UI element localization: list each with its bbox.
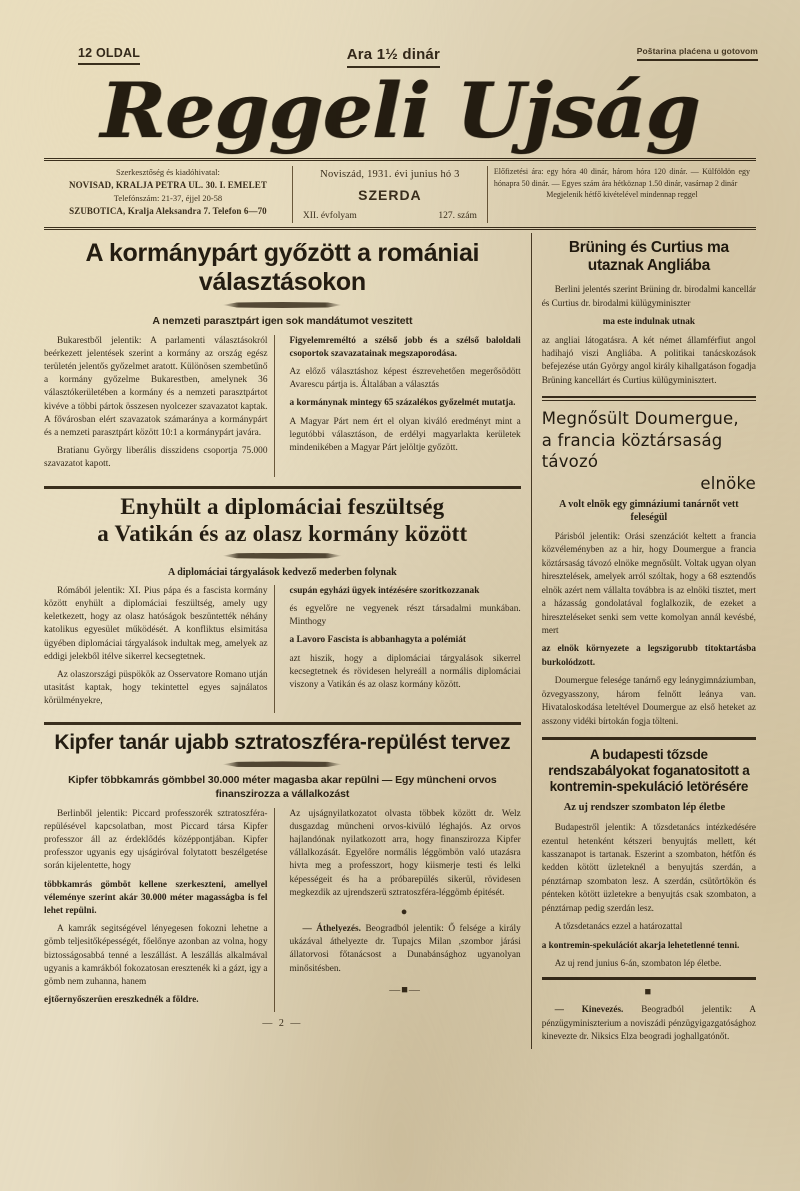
place-date: Noviszád, 1931. évi junius hó 3 — [320, 169, 460, 180]
section-divider — [542, 977, 756, 980]
article-headline[interactable]: A kormánypárt győzött a romániai választásokon — [85, 239, 480, 296]
paragraph: A Magyar Párt nem ért el olyan kiváló eredményt mint a legutóbbi választáson, de erdélyi magyarlakta kerületek mindenikében a Magyar Párt jelöltje győzött. — [289, 416, 521, 453]
paragraph: az angliai látogatásra. A két német államférfiut angol hadihajó viszi Angliába. A politikai tanácskozások befejezése után György angol király kihallgatáson fogadja Brüning kancellárt és Curtius külügyminisztert. — [541, 334, 756, 385]
brief-text: Beogradból jelentik: A pénzügyminiszterium a noviszádi pénzügyigazgatósághoz kinevezte dr. Niksics Elza beogradi joghallgatónőt. — [541, 1004, 756, 1042]
article-subheadline: A nemzeti parasztpárt igen sok mandátumot veszitett — [152, 315, 413, 327]
article-headline[interactable]: Brüning és Curtius ma utaznak Angliába — [568, 239, 729, 274]
paragraph-emphasis: az elnök környezete a legszigorubb titoktartásba burkolódzott. — [541, 643, 756, 667]
address-novisad: NOVISAD, KRALJA PETRA UL. 30. I. EMELET — [68, 179, 267, 190]
paragraph-emphasis: a kormánynak mintegy 65 százalékos győzelmét mutatja. — [289, 398, 516, 409]
brief-kicker: — Kinevezés. — [554, 1004, 624, 1015]
paragraph: A tőzsdetanács ezzel a határozattal — [554, 921, 683, 932]
paragraph: Az uj rend junius 6-án, szombaton lép életbe. — [554, 957, 722, 968]
paragraph: Bukarestből jelentik: A parlamenti választásokról beérkezett jelentések szerint a kormány az ország egész területén jelentős győzelmet aratott. Különösen szembetűnő a kormány győzelme Bukarestben, amelynek 36 választókerületében a kormány és a nemzeti parasztpártot kivéve a többi pártok összesen nyolcezer szavazatot kaptak. A fővárosban elért szavazatok számaránya a kormánypárt és a nemzeti parasztpárt között 10:1 a kormánypárt javára. — [44, 335, 268, 438]
office-label: Szerkesztőség és kiadóhivatal: — [116, 167, 220, 177]
article-romania-elections — [44, 239, 521, 477]
page-footer-mark: — 2 — — [262, 1018, 303, 1030]
article-headline[interactable]: Kipfer tanár ujabb sztratoszféra-repülést tervez — [54, 731, 511, 755]
side-column — [532, 233, 756, 1049]
price-text: Ara 1½ dinár — [346, 46, 441, 63]
dot-separator: ■ — [644, 986, 654, 999]
article-bruning-curtius — [542, 239, 756, 387]
paragraph-emphasis: többkamrás gömböt kellene szerkeszteni, amellyel véleménye szerint akár 30.000 méter magasságba is fel lehet repülni. — [44, 879, 268, 916]
paragraph: Rómából jelentik: XI. Pius pápa és a fascista kormány között enyhült a diplomáciai feszültség, amely ugy keletkezett, hogy az olasz hatóságok beszüntették néhány katolikus egyesület működését. A konfliktus elsimitása ügyében diplomáciai tárgyalások indultak meg, amelyek az eddigi jelekből itélve sikerrel kecsegtetnek. — [44, 585, 268, 662]
paragraph — [289, 923, 520, 976]
masthead — [0, 66, 800, 155]
article-budapest-stock-exchange — [542, 747, 756, 1044]
headline-line-2: a francia köztársaság távozó — [541, 430, 723, 472]
paragraph: Az előző választáshoz képest észrevehetően megerősödött Avarescu pártja is. Általában a választás — [289, 367, 521, 391]
content-area — [44, 230, 756, 1049]
article-subheadline: Kipfer többkamrás gömbbel 30.000 méter magasba akar repülni — Egy müncheni orvos finanszirozza a vállalkozást — [68, 774, 497, 801]
paragraph: és egyelőre ne vegyenek részt társadalmi munkában. Minthogy — [289, 603, 521, 628]
headline-line-1: Enyhült a diplomáciai feszültség — [120, 493, 445, 519]
address-subotica: SZUBOTICA, Kralja Aleksandra 7. Telefon 6—70 — [69, 206, 267, 216]
ornament-divider — [222, 553, 342, 559]
article-doumergue-marriage — [542, 408, 756, 728]
phone-novisad: Telefónszám: 21-37, éjjel 20-58 — [113, 193, 223, 204]
paragraph-emphasis: a Lavoro Fascista is abbanhagyta a polémiát — [289, 635, 466, 646]
news-brief-transfer — [289, 923, 520, 976]
brief-kicker: — Áthelyezés. — [302, 923, 361, 934]
article-column-2 — [289, 808, 520, 1013]
main-column — [44, 233, 532, 1049]
dot-separator: ● — [400, 905, 410, 918]
paragraph: Budapestről jelentik: A tőzsdetanács intézkedésére ezentul hetenként kétszeri benyujtás mellett, két kasszanapot is tartanak. Eszerint a szombaton, hétfőn és kedden kötött üzleteknél a benyujtás szerdán, a pénztárnap szombaton lesz. A szerdán, csütörtökön és pénteken kötött üzletekre a benyujtás csak szombaton, a pénztárnap pedig szerdán lesz. — [541, 822, 756, 913]
paragraph: Berlinből jelentik: Piccard professzorék sztratoszféra-repülésével kapcsolatban, most Piccard társa Kipfer professzor áll az érdeklődés középpontjában. Kipfer professzor ugyanis egy ujságiróval folytatott beszélgetése során kijelentette, hogy — [44, 808, 268, 872]
article-headline[interactable]: A budapesti tőzsde rendszabályokat foganatositott a kontremin-spekuláció letörésére — [548, 746, 750, 795]
article-subheadline: Az uj rendszer szombaton lép életbe — [563, 802, 726, 814]
article-subheadline: A volt elnök egy gimnáziumi tanárnőt vett feleségül — [559, 499, 739, 524]
date-block — [293, 166, 488, 223]
postage-text: Poštarina plaćena u gotovom — [636, 46, 758, 56]
article-headline[interactable] — [44, 493, 521, 547]
ornament-divider — [222, 302, 342, 308]
subscription-price: Előfizetési ára: egy hóra 40 dinár, három hóra 120 dinár. — Külföldön egy hónapra 50 dinár. — Egyes szám ára hétköznap 1.50 dinár, vasárnap 2 dinár — [493, 167, 751, 188]
section-divider — [44, 486, 521, 489]
paragraph: Bratianu György liberális disszidens csoportja 75.000 szavazatot kapott. — [44, 446, 268, 470]
news-brief-appointment — [542, 1003, 756, 1043]
paragraph: Párisból jelentik: Orási szenzációt keltett a francia közvéleményben az a hir, hogy Doumergue a francia köztársaság távozó elnöke megnősült. Voltak ugyan olyan hiresztelések, amelyek arról szóltak, hogy a 68 esztendős elnök azért nem vállalta továbbra is az elnöki tisztet, mert a házasság gondolatával foglalkozik, de ezeket a hireszteléseket senki sem vette komolyan annál kevésbé, mert — [541, 531, 756, 635]
paragraph-emphasis: a kontremin-spekulációt akarja lehetetlenné tenni. — [541, 939, 740, 950]
page-count-text: 12 OLDAL — [78, 46, 141, 60]
weekday: SZERDA — [358, 186, 422, 203]
headline-line-3: elnöke — [700, 473, 756, 493]
paragraph: Az olaszországi püspökök az Osservatore Romano utján utasitást kaptak, hogy tekintettel egyes sajnálatos körülményekre, — [44, 669, 268, 707]
issue-label: 127. szám — [438, 210, 477, 221]
publication-frequency: Megjelenik hétfő kivételével mindennap reggel — [546, 190, 698, 200]
paragraph-emphasis: csupán egyházi ügyek intézésére szoritkozzanak — [289, 585, 480, 596]
top-bar — [0, 0, 800, 68]
publication-info-bar — [44, 158, 756, 230]
ornament-divider — [222, 761, 342, 767]
subscription-block — [488, 166, 756, 223]
paragraph: Doumergue felesége tanárnő egy leánygimnáziumban, özvegyasszony, három felnőtt leánya van. Hivataloskodása leteltével Doumergue az első heteket az asszony vidéki bírtokán fogja tölteni. — [541, 675, 756, 726]
article-column-1 — [44, 585, 275, 714]
postage-rule — [637, 59, 758, 61]
article-vatican-italy — [44, 493, 521, 714]
page-count-label — [78, 46, 140, 65]
paragraph: Az ujságnyilatkozatot olvasta többek között dr. Welz dusgazdag müncheni orvos-kivüló léghajós. Az orvos hajlandónak nyilatkozott arra, hogy finanszirozza Kipfer vállalkozását. Egyelőre normális léggömbön való utazásra hivta meg a professzort, hogy kiismerje testi és lelki képességeit és ha a próbarepülés sikerül, rövidesen megkezdik az ujrendszerü sztratoszféra-léggömb épitését. — [289, 808, 521, 898]
section-divider — [542, 396, 756, 401]
dash-separator: —■— — [389, 983, 421, 996]
brief-text: Beogradból jelentik: Ő felsége a király ukázával áthelyezte dr. Tupajcs Milan ,szombor járási állatorvosi főtanácsost a Dunabánsághoz ugyanolyan minősitésben. — [289, 923, 521, 974]
paragraph: azt hiszik, hogy a diplomáciai tárgyalások sikerrel kecsegtetnek és rövidesen helyreáll a normális diplomáciai viszony a Vatikán és az olasz kormány között. — [289, 653, 521, 690]
article-column-1 — [44, 335, 275, 477]
article-column-1 — [44, 808, 275, 1013]
paragraph-emphasis: Figyelemreméltó a szélső jobb és a szélső baloldali csoportok szavazatainak megszaporodása. — [289, 335, 521, 359]
section-divider — [44, 722, 521, 725]
paragraph: Berlini jelentés szerint Brüning dr. birodalmi kancellár és Curtius dr. birodalmi külügyminiszter — [541, 284, 756, 308]
paragraph — [542, 1003, 756, 1043]
editorial-office-block — [44, 166, 293, 223]
article-column-2 — [289, 335, 520, 477]
paragraph-emphasis: ma este indulnak utnak — [602, 316, 695, 327]
page-count-rule — [78, 63, 140, 65]
headline-line-1: Megnősült Doumergue, — [541, 409, 739, 429]
postage-label — [637, 46, 758, 61]
volume-label: XII. évfolyam — [302, 210, 357, 221]
newspaper-title: Reggeli Ujság — [100, 66, 700, 155]
price-label — [347, 46, 440, 68]
article-subheadline: A diplomáciai tárgyalások kedvező mederben folynak — [168, 566, 397, 578]
article-column-2 — [289, 585, 520, 714]
headline-line-2: a Vatikán és az olasz kormány között — [97, 520, 468, 546]
section-divider — [542, 737, 756, 740]
paragraph-emphasis: ejtőernyőszerüen ereszkednék a földre. — [44, 995, 199, 1006]
article-headline[interactable] — [542, 408, 756, 494]
article-kipfer-stratosphere — [44, 731, 521, 1029]
paragraph: A kamrák segitségével lényegesen fokozni lehetne a gömb teljesitőképességét, főelőnye azonban az volna, hogy biztosságosabbá tenné a leszállást. A leszállás alkalmával ugyanis a kamrákból fokozatosan eresztenék ki a gázt, igy a gömb nem zuhanna, hanem — [44, 924, 268, 987]
